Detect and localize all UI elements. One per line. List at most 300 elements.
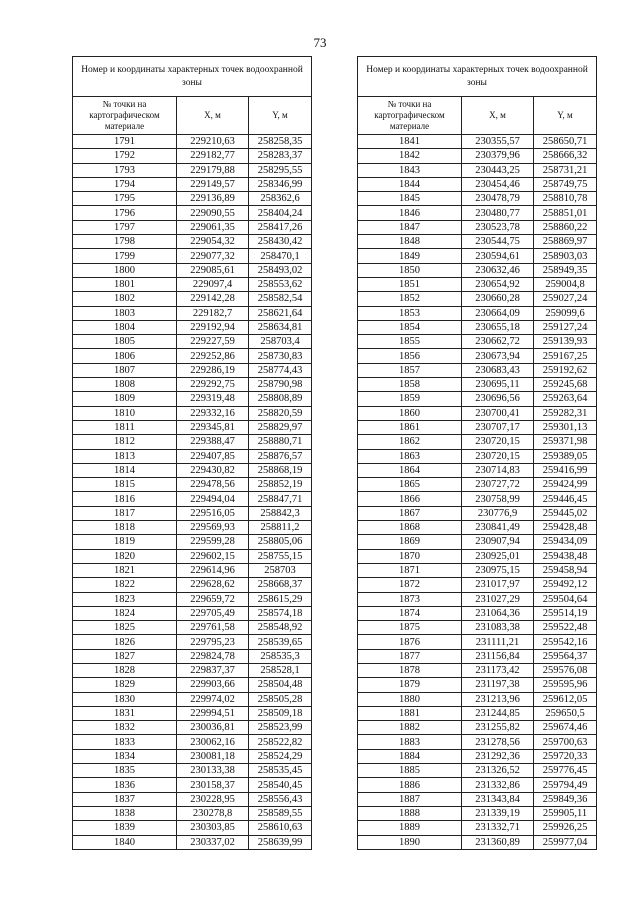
- point-number-cell: 1847: [358, 220, 462, 234]
- point-number-cell: 1848: [358, 235, 462, 249]
- x-coordinate-cell: 229252,86: [177, 349, 249, 363]
- y-coordinate-cell: 258504,48: [249, 678, 312, 692]
- point-number-cell: 1799: [73, 249, 177, 263]
- point-number-cell: 1792: [73, 149, 177, 163]
- table-row: [73, 521, 312, 535]
- y-coordinate-cell: 259167,25: [534, 349, 597, 363]
- y-coordinate-cell: 258810,78: [534, 192, 597, 206]
- x-coordinate-cell: 229614,96: [177, 563, 249, 577]
- y-coordinate-cell: 258852,19: [249, 478, 312, 492]
- table-row: [358, 663, 597, 677]
- y-coordinate-cell: 259564,37: [534, 649, 597, 663]
- table-row: [73, 420, 312, 434]
- y-coordinate-cell: 258535,45: [249, 764, 312, 778]
- y-coordinate-cell: 258524,29: [249, 749, 312, 763]
- y-coordinate-cell: 259445,02: [534, 506, 597, 520]
- point-number-cell: 1873: [358, 592, 462, 606]
- x-coordinate-cell: 231332,71: [462, 821, 534, 835]
- x-coordinate-cell: 231326,52: [462, 764, 534, 778]
- table-row: [358, 678, 597, 692]
- point-number-cell: 1818: [73, 521, 177, 535]
- x-coordinate-cell: 231173,42: [462, 663, 534, 677]
- point-number-cell: 1821: [73, 563, 177, 577]
- y-coordinate-cell: 259004,8: [534, 277, 597, 291]
- point-number-cell: 1829: [73, 678, 177, 692]
- table-row: [358, 578, 597, 592]
- x-coordinate-cell: 229179,88: [177, 163, 249, 177]
- table-row: [73, 678, 312, 692]
- point-number-cell: 1838: [73, 806, 177, 820]
- point-number-cell: 1812: [73, 435, 177, 449]
- x-coordinate-cell: 229077,32: [177, 249, 249, 263]
- x-coordinate-cell: 230700,41: [462, 406, 534, 420]
- x-coordinate-cell: 229974,02: [177, 692, 249, 706]
- table-row: [358, 363, 597, 377]
- table-row: [358, 792, 597, 806]
- table-row: [73, 163, 312, 177]
- y-coordinate-cell: 258639,99: [249, 835, 312, 849]
- x-coordinate-cell: 229824,78: [177, 649, 249, 663]
- y-coordinate-cell: 259428,48: [534, 521, 597, 535]
- point-number-cell: 1804: [73, 320, 177, 334]
- x-coordinate-cell: 230841,49: [462, 521, 534, 535]
- point-number-cell: 1853: [358, 306, 462, 320]
- point-number-cell: 1855: [358, 335, 462, 349]
- point-number-cell: 1861: [358, 420, 462, 434]
- x-coordinate-cell: 229085,61: [177, 263, 249, 277]
- y-coordinate-cell: 258790,98: [249, 378, 312, 392]
- table-row: [73, 835, 312, 849]
- x-coordinate-cell: 230695,11: [462, 378, 534, 392]
- y-coordinate-cell: 258820,59: [249, 406, 312, 420]
- table-row: [358, 563, 597, 577]
- x-coordinate-cell: 229407,85: [177, 449, 249, 463]
- point-number-cell: 1864: [358, 463, 462, 477]
- x-coordinate-cell: 230081,18: [177, 749, 249, 763]
- table-row: [73, 692, 312, 706]
- y-coordinate-cell: 259492,12: [534, 578, 597, 592]
- table-row: [73, 821, 312, 835]
- x-coordinate-cell: 231244,85: [462, 706, 534, 720]
- table-row: [73, 606, 312, 620]
- point-number-cell: 1859: [358, 392, 462, 406]
- table-row: [358, 135, 597, 149]
- point-number-cell: 1868: [358, 521, 462, 535]
- x-coordinate-cell: 230454,46: [462, 177, 534, 191]
- point-number-cell: 1860: [358, 406, 462, 420]
- point-number-cell: 1828: [73, 663, 177, 677]
- table-row: [73, 135, 312, 149]
- table-row: [73, 764, 312, 778]
- y-coordinate-cell: 259612,05: [534, 692, 597, 706]
- y-coordinate-cell: 258749,75: [534, 177, 597, 191]
- y-coordinate-cell: 259301,13: [534, 420, 597, 434]
- table-row: [358, 220, 597, 234]
- y-coordinate-cell: 258553,62: [249, 277, 312, 291]
- table-row: [73, 335, 312, 349]
- y-coordinate-cell: 259700,63: [534, 735, 597, 749]
- point-number-cell: 1835: [73, 764, 177, 778]
- point-number-cell: 1817: [73, 506, 177, 520]
- point-number-cell: 1805: [73, 335, 177, 349]
- x-coordinate-cell: 230696,56: [462, 392, 534, 406]
- x-coordinate-cell: 230662,72: [462, 335, 534, 349]
- point-number-cell: 1836: [73, 778, 177, 792]
- x-coordinate-cell: 231111,21: [462, 635, 534, 649]
- x-coordinate-cell: 230720,15: [462, 435, 534, 449]
- x-coordinate-cell: 231027,29: [462, 592, 534, 606]
- x-coordinate-cell: 230655,18: [462, 320, 534, 334]
- x-coordinate-cell: 230278,8: [177, 806, 249, 820]
- table-row: [73, 277, 312, 291]
- table-row: [73, 649, 312, 663]
- x-coordinate-cell: 231213,96: [462, 692, 534, 706]
- point-number-cell: 1803: [73, 306, 177, 320]
- y-coordinate-cell: 258805,06: [249, 535, 312, 549]
- table-row: [358, 692, 597, 706]
- table-row: [358, 206, 597, 220]
- x-coordinate-cell: 229182,77: [177, 149, 249, 163]
- y-coordinate-cell: 258668,37: [249, 578, 312, 592]
- table-row: [73, 235, 312, 249]
- point-number-cell: 1827: [73, 649, 177, 663]
- y-coordinate-cell: 259504,64: [534, 592, 597, 606]
- x-coordinate-cell: 230714,83: [462, 463, 534, 477]
- point-number-cell: 1797: [73, 220, 177, 234]
- table-body: [73, 135, 312, 850]
- point-number-cell: 1879: [358, 678, 462, 692]
- y-coordinate-cell: 258851,01: [534, 206, 597, 220]
- x-coordinate-cell: 230480,77: [462, 206, 534, 220]
- table-row: [73, 263, 312, 277]
- table-row: [73, 378, 312, 392]
- point-number-cell: 1806: [73, 349, 177, 363]
- x-coordinate-cell: 229227,59: [177, 335, 249, 349]
- table-row: [358, 263, 597, 277]
- point-number-cell: 1813: [73, 449, 177, 463]
- y-coordinate-cell: 258903,03: [534, 249, 597, 263]
- x-coordinate-cell: 230673,94: [462, 349, 534, 363]
- point-number-cell: 1870: [358, 549, 462, 563]
- x-coordinate-cell: 231255,82: [462, 721, 534, 735]
- point-number-cell: 1841: [358, 135, 462, 149]
- y-coordinate-cell: 258430,42: [249, 235, 312, 249]
- x-coordinate-cell: 230355,57: [462, 135, 534, 149]
- x-coordinate-cell: 230062,16: [177, 735, 249, 749]
- y-coordinate-cell: 258610,63: [249, 821, 312, 835]
- x-coordinate-cell: 231064,36: [462, 606, 534, 620]
- point-number-cell: 1869: [358, 535, 462, 549]
- x-coordinate-cell: 230443,25: [462, 163, 534, 177]
- point-number-cell: 1845: [358, 192, 462, 206]
- y-coordinate-cell: 259650,5: [534, 706, 597, 720]
- point-number-cell: 1880: [358, 692, 462, 706]
- table-row: [358, 549, 597, 563]
- point-number-cell: 1888: [358, 806, 462, 820]
- table-row: [358, 835, 597, 849]
- y-coordinate-cell: 258346,99: [249, 177, 312, 191]
- point-number-cell: 1839: [73, 821, 177, 835]
- point-number-cell: 1849: [358, 249, 462, 263]
- table-row: [73, 806, 312, 820]
- x-coordinate-cell: 229516,05: [177, 506, 249, 520]
- x-coordinate-cell: 229388,47: [177, 435, 249, 449]
- table-body: [358, 135, 597, 850]
- table-row: [358, 235, 597, 249]
- point-number-cell: 1796: [73, 206, 177, 220]
- x-coordinate-cell: 229061,35: [177, 220, 249, 234]
- point-number-cell: 1837: [73, 792, 177, 806]
- table-row: [358, 378, 597, 392]
- table-row: [358, 177, 597, 191]
- x-coordinate-cell: 229837,37: [177, 663, 249, 677]
- x-coordinate-cell: 230664,09: [462, 306, 534, 320]
- table-row: [358, 392, 597, 406]
- table-row: [358, 764, 597, 778]
- y-coordinate-cell: 259849,36: [534, 792, 597, 806]
- x-coordinate-cell: 230478,79: [462, 192, 534, 206]
- point-number-cell: 1815: [73, 478, 177, 492]
- y-coordinate-cell: 259282,31: [534, 406, 597, 420]
- x-coordinate-cell: 231278,56: [462, 735, 534, 749]
- coordinates-table-right: [357, 56, 597, 850]
- y-coordinate-cell: 259776,45: [534, 764, 597, 778]
- y-coordinate-cell: 258949,35: [534, 263, 597, 277]
- table-row: [358, 535, 597, 549]
- y-coordinate-cell: 258556,43: [249, 792, 312, 806]
- x-coordinate-cell: 230337,02: [177, 835, 249, 849]
- table-row: [73, 506, 312, 520]
- y-coordinate-cell: 258539,65: [249, 635, 312, 649]
- x-coordinate-cell: 229292,75: [177, 378, 249, 392]
- point-number-cell: 1801: [73, 277, 177, 291]
- x-coordinate-cell: 230758,99: [462, 492, 534, 506]
- y-coordinate-cell: 258404,24: [249, 206, 312, 220]
- column-header-y: Y, м: [249, 97, 312, 135]
- point-number-cell: 1822: [73, 578, 177, 592]
- table-row: [358, 335, 597, 349]
- x-coordinate-cell: 229659,72: [177, 592, 249, 606]
- point-number-cell: 1800: [73, 263, 177, 277]
- point-number-cell: 1858: [358, 378, 462, 392]
- y-coordinate-cell: 258829,97: [249, 420, 312, 434]
- y-coordinate-cell: 258295,55: [249, 163, 312, 177]
- point-number-cell: 1857: [358, 363, 462, 377]
- y-coordinate-cell: 259099,6: [534, 306, 597, 320]
- table-row: [73, 463, 312, 477]
- x-coordinate-cell: 230720,15: [462, 449, 534, 463]
- y-coordinate-cell: 259977,04: [534, 835, 597, 849]
- y-coordinate-cell: 259438,48: [534, 549, 597, 563]
- x-coordinate-cell: 229705,49: [177, 606, 249, 620]
- table-row: [73, 578, 312, 592]
- point-number-cell: 1798: [73, 235, 177, 249]
- x-coordinate-cell: 230158,37: [177, 778, 249, 792]
- table-row: [358, 592, 597, 606]
- x-coordinate-cell: 231332,86: [462, 778, 534, 792]
- table-row: [73, 320, 312, 334]
- table-row: [73, 478, 312, 492]
- point-number-cell: 1833: [73, 735, 177, 749]
- point-number-cell: 1834: [73, 749, 177, 763]
- y-coordinate-cell: 258847,71: [249, 492, 312, 506]
- point-number-cell: 1791: [73, 135, 177, 149]
- y-coordinate-cell: 259905,11: [534, 806, 597, 820]
- x-coordinate-cell: 229761,58: [177, 621, 249, 635]
- column-header-x: X, м: [462, 97, 534, 135]
- column-header-point: № точки на картографическом материале: [73, 97, 177, 135]
- table-row: [73, 492, 312, 506]
- table-row: [358, 521, 597, 535]
- x-coordinate-cell: 229054,32: [177, 235, 249, 249]
- table-row: [73, 592, 312, 606]
- y-coordinate-cell: 258417,26: [249, 220, 312, 234]
- table-row: [358, 406, 597, 420]
- y-coordinate-cell: 259595,96: [534, 678, 597, 692]
- y-coordinate-cell: 259542,16: [534, 635, 597, 649]
- point-number-cell: 1794: [73, 177, 177, 191]
- table-row: [358, 606, 597, 620]
- x-coordinate-cell: 230727,72: [462, 478, 534, 492]
- y-coordinate-cell: 259720,33: [534, 749, 597, 763]
- y-coordinate-cell: 259434,09: [534, 535, 597, 549]
- x-coordinate-cell: 230654,92: [462, 277, 534, 291]
- point-number-cell: 1831: [73, 706, 177, 720]
- y-coordinate-cell: 258535,3: [249, 649, 312, 663]
- y-coordinate-cell: 258634,81: [249, 320, 312, 334]
- x-coordinate-cell: 231197,38: [462, 678, 534, 692]
- x-coordinate-cell: 230523,78: [462, 220, 534, 234]
- table-row: [358, 149, 597, 163]
- y-coordinate-cell: 258493,02: [249, 263, 312, 277]
- y-coordinate-cell: 258860,22: [534, 220, 597, 234]
- table-row: [358, 735, 597, 749]
- y-coordinate-cell: 258755,15: [249, 549, 312, 563]
- point-number-cell: 1823: [73, 592, 177, 606]
- table-row: [358, 492, 597, 506]
- x-coordinate-cell: 229210,63: [177, 135, 249, 149]
- table-row: [358, 821, 597, 835]
- table-row: [73, 392, 312, 406]
- y-coordinate-cell: 258730,83: [249, 349, 312, 363]
- y-coordinate-cell: 258869,97: [534, 235, 597, 249]
- x-coordinate-cell: 231083,38: [462, 621, 534, 635]
- table-row: [358, 506, 597, 520]
- y-coordinate-cell: 259139,93: [534, 335, 597, 349]
- table-row: [358, 420, 597, 434]
- x-coordinate-cell: 229182,7: [177, 306, 249, 320]
- x-coordinate-cell: 229569,93: [177, 521, 249, 535]
- point-number-cell: 1830: [73, 692, 177, 706]
- x-coordinate-cell: 231343,84: [462, 792, 534, 806]
- point-number-cell: 1887: [358, 792, 462, 806]
- x-coordinate-cell: 231017,97: [462, 578, 534, 592]
- y-coordinate-cell: 258842,3: [249, 506, 312, 520]
- y-coordinate-cell: 258621,64: [249, 306, 312, 320]
- table-row: [73, 406, 312, 420]
- point-number-cell: 1816: [73, 492, 177, 506]
- table-row: [358, 163, 597, 177]
- point-number-cell: 1807: [73, 363, 177, 377]
- x-coordinate-cell: 230632,46: [462, 263, 534, 277]
- point-number-cell: 1882: [358, 721, 462, 735]
- y-coordinate-cell: 258362,6: [249, 192, 312, 206]
- x-coordinate-cell: 229332,16: [177, 406, 249, 420]
- point-number-cell: 1852: [358, 292, 462, 306]
- y-coordinate-cell: 259027,24: [534, 292, 597, 306]
- table-row: [73, 535, 312, 549]
- point-number-cell: 1809: [73, 392, 177, 406]
- point-number-cell: 1866: [358, 492, 462, 506]
- y-coordinate-cell: 259674,46: [534, 721, 597, 735]
- y-coordinate-cell: 259576,08: [534, 663, 597, 677]
- point-number-cell: 1886: [358, 778, 462, 792]
- table-row: [73, 306, 312, 320]
- y-coordinate-cell: 258880,71: [249, 435, 312, 449]
- column-header-y: Y, м: [534, 97, 597, 135]
- x-coordinate-cell: 230594,61: [462, 249, 534, 263]
- y-coordinate-cell: 258774,43: [249, 363, 312, 377]
- table-row: [358, 621, 597, 635]
- x-coordinate-cell: 229903,66: [177, 678, 249, 692]
- table-row: [358, 706, 597, 720]
- point-number-cell: 1826: [73, 635, 177, 649]
- x-coordinate-cell: 229628,62: [177, 578, 249, 592]
- point-number-cell: 1846: [358, 206, 462, 220]
- x-coordinate-cell: 230925,01: [462, 549, 534, 563]
- x-coordinate-cell: 229142,28: [177, 292, 249, 306]
- x-coordinate-cell: 230228,95: [177, 792, 249, 806]
- point-number-cell: 1890: [358, 835, 462, 849]
- point-number-cell: 1889: [358, 821, 462, 835]
- x-coordinate-cell: 229136,89: [177, 192, 249, 206]
- point-number-cell: 1842: [358, 149, 462, 163]
- y-coordinate-cell: 258528,1: [249, 663, 312, 677]
- point-number-cell: 1832: [73, 721, 177, 735]
- table-row: [73, 449, 312, 463]
- y-coordinate-cell: 259522,48: [534, 621, 597, 635]
- table-row: [73, 706, 312, 720]
- x-coordinate-cell: 229430,82: [177, 463, 249, 477]
- x-coordinate-cell: 230303,85: [177, 821, 249, 835]
- point-number-cell: 1854: [358, 320, 462, 334]
- point-number-cell: 1867: [358, 506, 462, 520]
- y-coordinate-cell: 258548,92: [249, 621, 312, 635]
- y-coordinate-cell: 258283,37: [249, 149, 312, 163]
- point-number-cell: 1840: [73, 835, 177, 849]
- point-number-cell: 1843: [358, 163, 462, 177]
- point-number-cell: 1814: [73, 463, 177, 477]
- x-coordinate-cell: 229795,23: [177, 635, 249, 649]
- x-coordinate-cell: 230133,38: [177, 764, 249, 778]
- point-number-cell: 1884: [358, 749, 462, 763]
- x-coordinate-cell: 229494,04: [177, 492, 249, 506]
- table-row: [73, 721, 312, 735]
- table-title: Номер и координаты характерных точек водоохранной зоны: [358, 57, 597, 97]
- y-coordinate-cell: 258574,18: [249, 606, 312, 620]
- x-coordinate-cell: 230707,17: [462, 420, 534, 434]
- table-row: [73, 778, 312, 792]
- y-coordinate-cell: 258703: [249, 563, 312, 577]
- x-coordinate-cell: 230660,28: [462, 292, 534, 306]
- y-coordinate-cell: 258505,28: [249, 692, 312, 706]
- point-number-cell: 1819: [73, 535, 177, 549]
- x-coordinate-cell: 231360,89: [462, 835, 534, 849]
- y-coordinate-cell: 258522,82: [249, 735, 312, 749]
- table-row: [73, 549, 312, 563]
- y-coordinate-cell: 259192,62: [534, 363, 597, 377]
- y-coordinate-cell: 258615,29: [249, 592, 312, 606]
